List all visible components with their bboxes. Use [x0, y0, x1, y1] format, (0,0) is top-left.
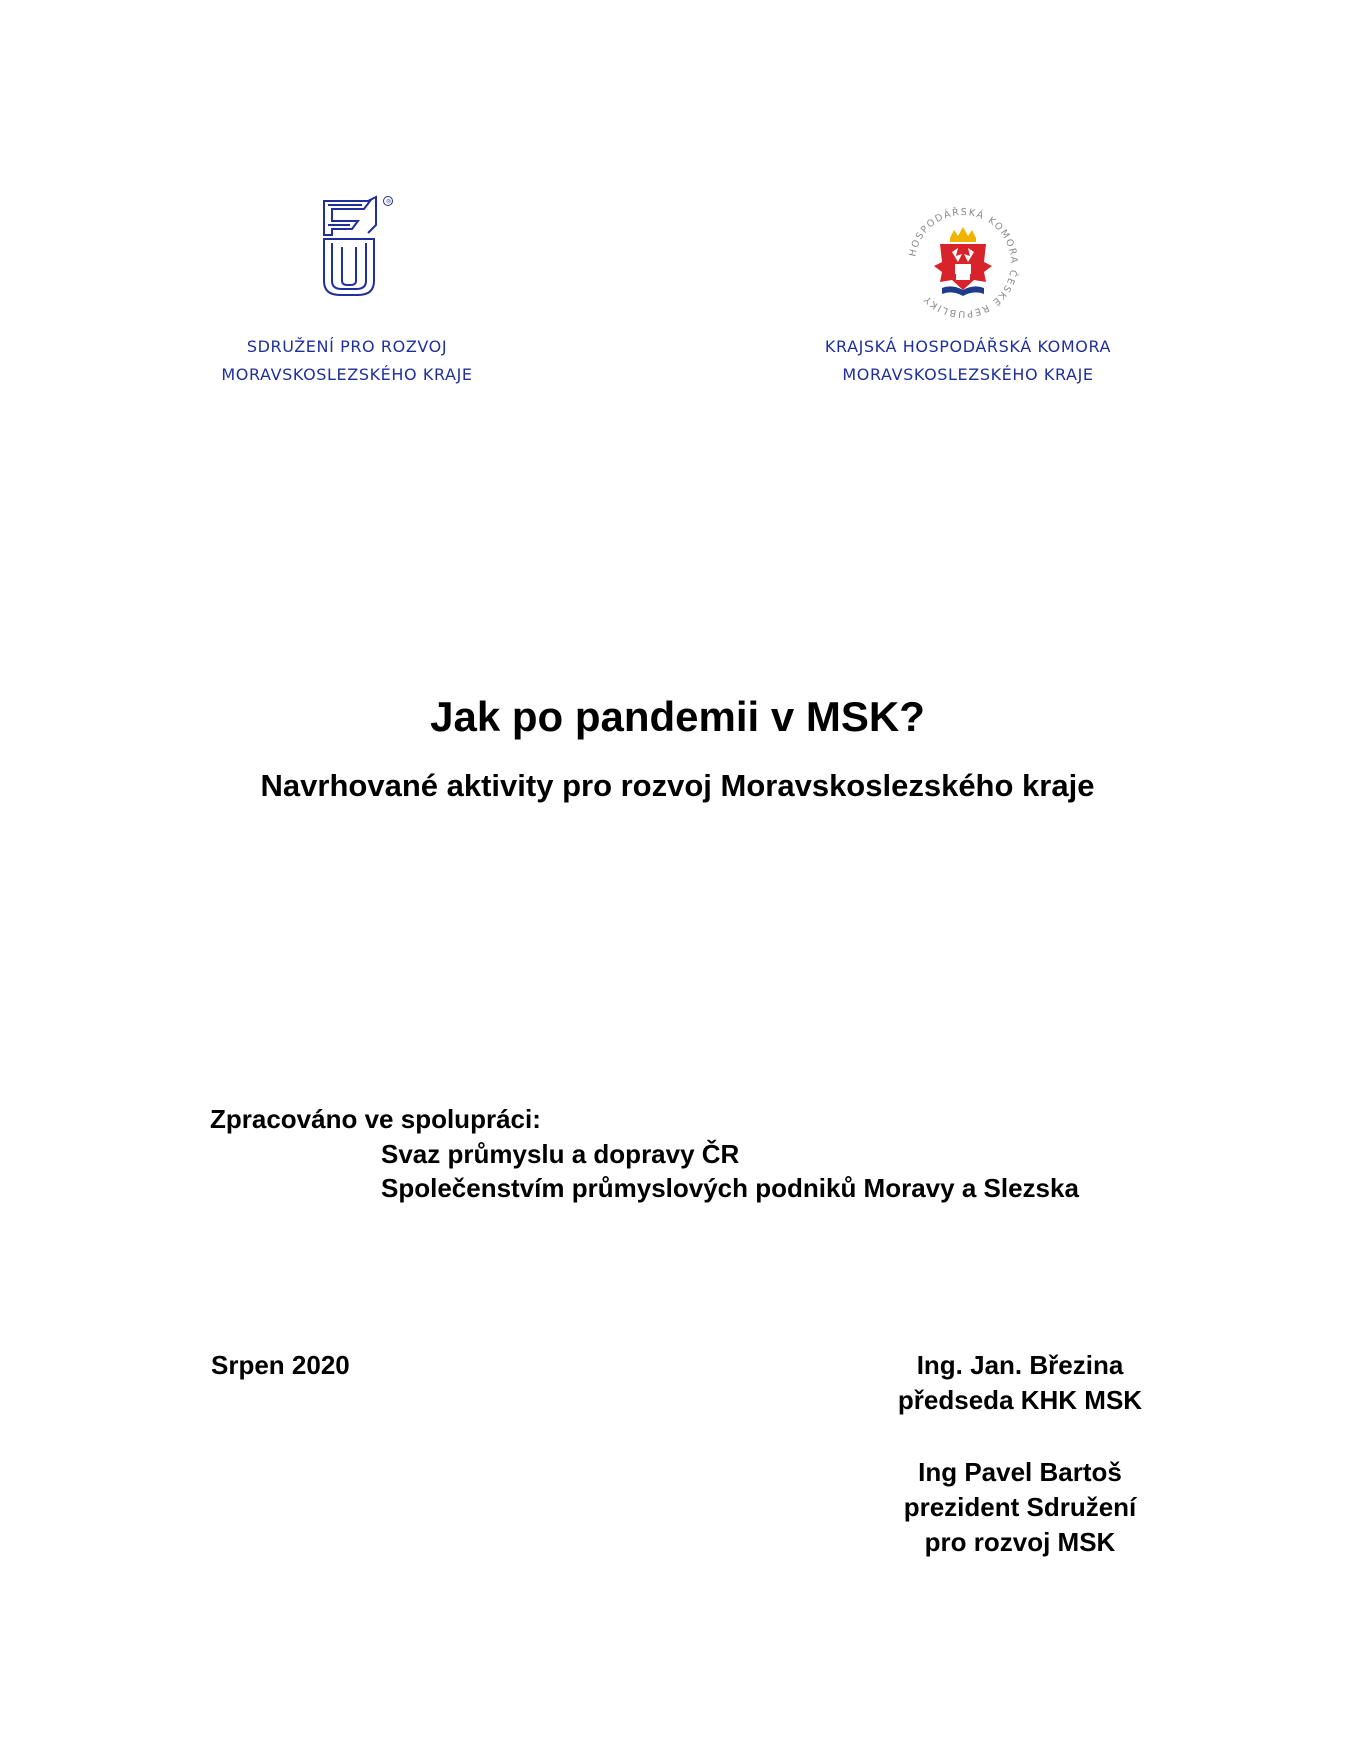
collaboration-partner: Společenstvím průmyslových podniků Moravy a Slezska: [381, 1173, 1079, 1203]
collaboration-partner: Svaz průmyslu a dopravy ČR: [381, 1139, 740, 1169]
org-right-line2: MORAVSKOSLEZSKÉHO KRAJE: [842, 365, 1094, 384]
org-left-line2: MORAVSKOSLEZSKÉHO KRAJE: [221, 365, 473, 384]
signatory-role: pro rozvoj MSK: [924, 1527, 1116, 1557]
org-right-name: [808, 333, 1128, 389]
svg-text:HOSPODÁŘSKÁ KOMORA ČESKÉ REPUB: HOSPODÁŘSKÁ KOMORA ČESKÉ REPUBLIKY: [907, 206, 1020, 320]
signatory-role: předseda KHK MSK: [897, 1385, 1143, 1415]
signatory-role: prezident Sdružení: [903, 1492, 1137, 1522]
et-monogram-icon: [318, 195, 398, 299]
org-left-name: [212, 333, 482, 389]
collaboration-label: Zpracováno ve spolupráci:: [210, 1104, 541, 1134]
et-logo: [318, 195, 398, 299]
svg-text:®: ®: [385, 198, 392, 206]
document-date: Srpen 2020: [211, 1350, 350, 1380]
org-left-line1: SDRUŽENÍ PRO ROZVOJ: [246, 337, 448, 356]
chamber-seal-icon: [900, 200, 1026, 326]
org-right-line1: KRAJSKÁ HOSPODÁŘSKÁ KOMORA: [824, 337, 1112, 356]
khk-seal-logo: [900, 200, 1026, 326]
document-subtitle: Navrhované aktivity pro rozvoj Moravskoslezského kraje: [260, 768, 1095, 803]
signatory-name: Ing Pavel Bartoš: [918, 1457, 1122, 1487]
document-title: Jak po pandemii v MSK?: [430, 693, 925, 740]
signatory-name: Ing. Jan. Březina: [916, 1350, 1124, 1380]
